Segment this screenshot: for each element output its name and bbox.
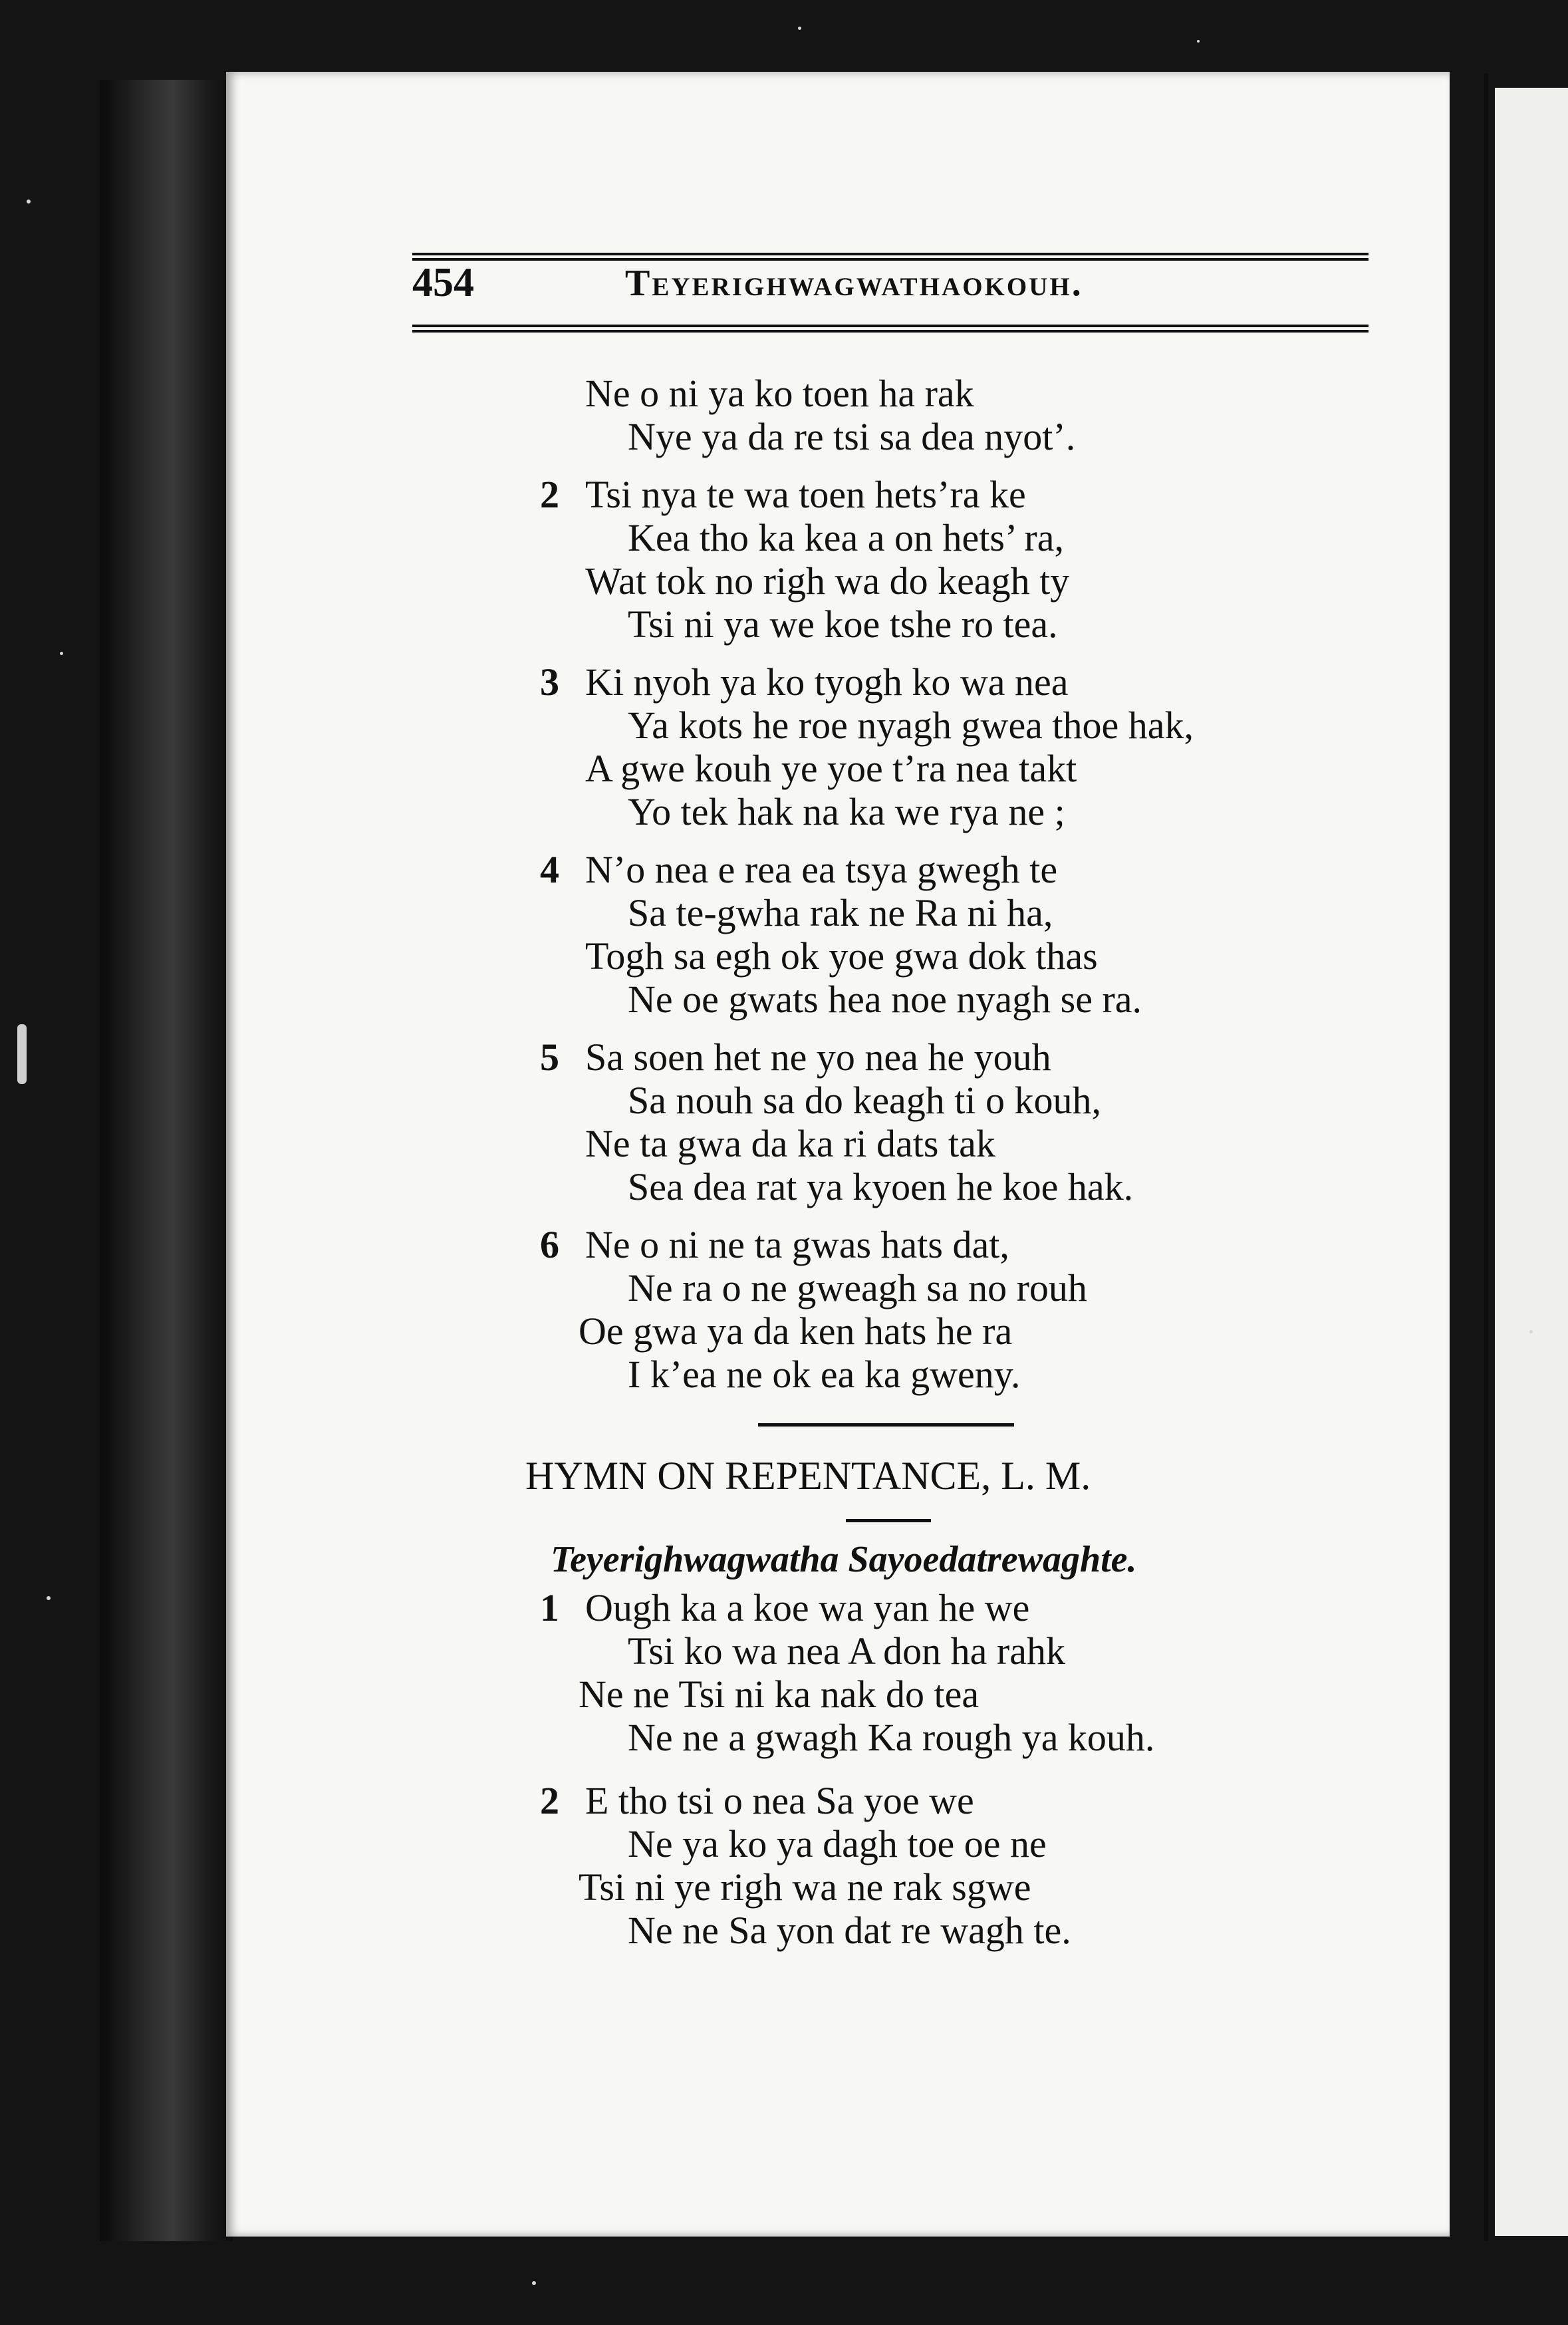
verse-line: Wat tok no righ wa do keagh ty xyxy=(585,559,1070,603)
scan-speck xyxy=(60,652,63,655)
hymn-title: HYMN ON REPENTANCE, L. M. xyxy=(525,1454,1091,1498)
verse-line: Ne ya ko ya dagh toe oe ne xyxy=(628,1822,1047,1865)
verse-line: Ne oe gwats hea noe nyagh se ra. xyxy=(628,978,1142,1021)
verse-line: Tsi ni ye righ wa ne rak sgwe xyxy=(579,1865,1031,1909)
verse-line: Togh sa egh ok yoe gwa dok thas xyxy=(585,934,1098,978)
scan-speck xyxy=(1197,40,1200,43)
verse-line: N’o nea e rea ea tsya gwegh te xyxy=(585,848,1058,891)
verse-line: Ne o ni ya ko toen ha rak xyxy=(585,372,974,415)
scan-speck xyxy=(532,2281,536,2285)
verse-line: Sa te-gwha rak ne Ra ni ha, xyxy=(628,891,1053,934)
verse-line: Ne o ni ne ta gwas hats dat, xyxy=(585,1223,1009,1266)
running-head-title: Teyerighwagwathaokouh. xyxy=(625,263,1083,304)
verse-line: Tsi ni ya we koe tshe ro tea. xyxy=(628,603,1058,646)
verse-line: Ki nyoh ya ko tyogh ko wa nea xyxy=(585,660,1069,704)
verse-line: Tsi nya te wa toen hets’ra ke xyxy=(585,473,1026,516)
title-divider xyxy=(846,1519,931,1522)
verse-line: Ne ra o ne gweagh sa no rouh xyxy=(628,1266,1087,1309)
verse-number: 2 xyxy=(540,473,559,516)
verse-line: Nye ya da re tsi sa dea nyot’. xyxy=(628,415,1076,458)
verse-line: Ne ne Tsi ni ka nak do tea xyxy=(579,1673,980,1716)
verse-line: Ne ne Sa yon dat re wagh te. xyxy=(628,1909,1071,1952)
verse-line: Tsi ko wa nea A don ha rahk xyxy=(628,1629,1065,1673)
hymn-subtitle: Teyerighwagwatha Sayoedatrewaghte. xyxy=(551,1539,1137,1580)
verse-number: 2 xyxy=(540,1779,559,1822)
verse-number: 4 xyxy=(540,848,559,891)
scan-speck xyxy=(17,1024,27,1084)
verse-line: Yo tek hak na ka we rya ne ; xyxy=(628,790,1065,833)
running-header xyxy=(412,259,1369,319)
verse-line: Ough ka a koe wa yan he we xyxy=(585,1586,1030,1629)
verse-number: 3 xyxy=(540,660,559,704)
verse-line: Sa nouh sa do keagh ti o kouh, xyxy=(628,1079,1102,1122)
scan-speck xyxy=(798,27,801,30)
verse-line: Oe gwa ya da ken hats he ra xyxy=(579,1309,1013,1353)
scan-speck xyxy=(1529,1330,1533,1333)
verse-line: E tho tsi o nea Sa yoe we xyxy=(585,1779,974,1822)
verse-line: I k’ea ne ok ea ka gweny. xyxy=(628,1353,1021,1396)
scan-speck xyxy=(47,1596,51,1600)
verse-line: Kea tho ka kea a on hets’ ra, xyxy=(628,516,1064,559)
header-bottom-rule xyxy=(412,330,1369,333)
verse-line: Ne ta gwa da ka ri dats tak xyxy=(585,1122,995,1165)
header-bottom-rule xyxy=(412,325,1369,327)
section-divider xyxy=(758,1423,1014,1427)
verse-line: Ya kots he roe nyagh gwea thoe hak, xyxy=(628,704,1194,747)
facing-page-edge xyxy=(1495,88,1568,2236)
header-top-rule xyxy=(412,253,1369,255)
verse-line: Sea dea rat ya kyoen he koe hak. xyxy=(628,1165,1134,1208)
page-number: 454 xyxy=(412,260,474,305)
verse-line: A gwe kouh ye yoe t’ra nea takt xyxy=(585,747,1077,790)
verse-number: 1 xyxy=(540,1586,559,1629)
facing-page-gutter xyxy=(1484,73,1488,2241)
verse-line: Sa soen het ne yo nea he youh xyxy=(585,1035,1051,1079)
verse-number: 5 xyxy=(540,1035,559,1079)
book-spine xyxy=(100,80,233,2241)
verse-line: Ne ne a gwagh Ka rough ya kouh. xyxy=(628,1716,1155,1759)
scan-speck xyxy=(27,200,31,204)
verse-number: 6 xyxy=(540,1223,559,1266)
